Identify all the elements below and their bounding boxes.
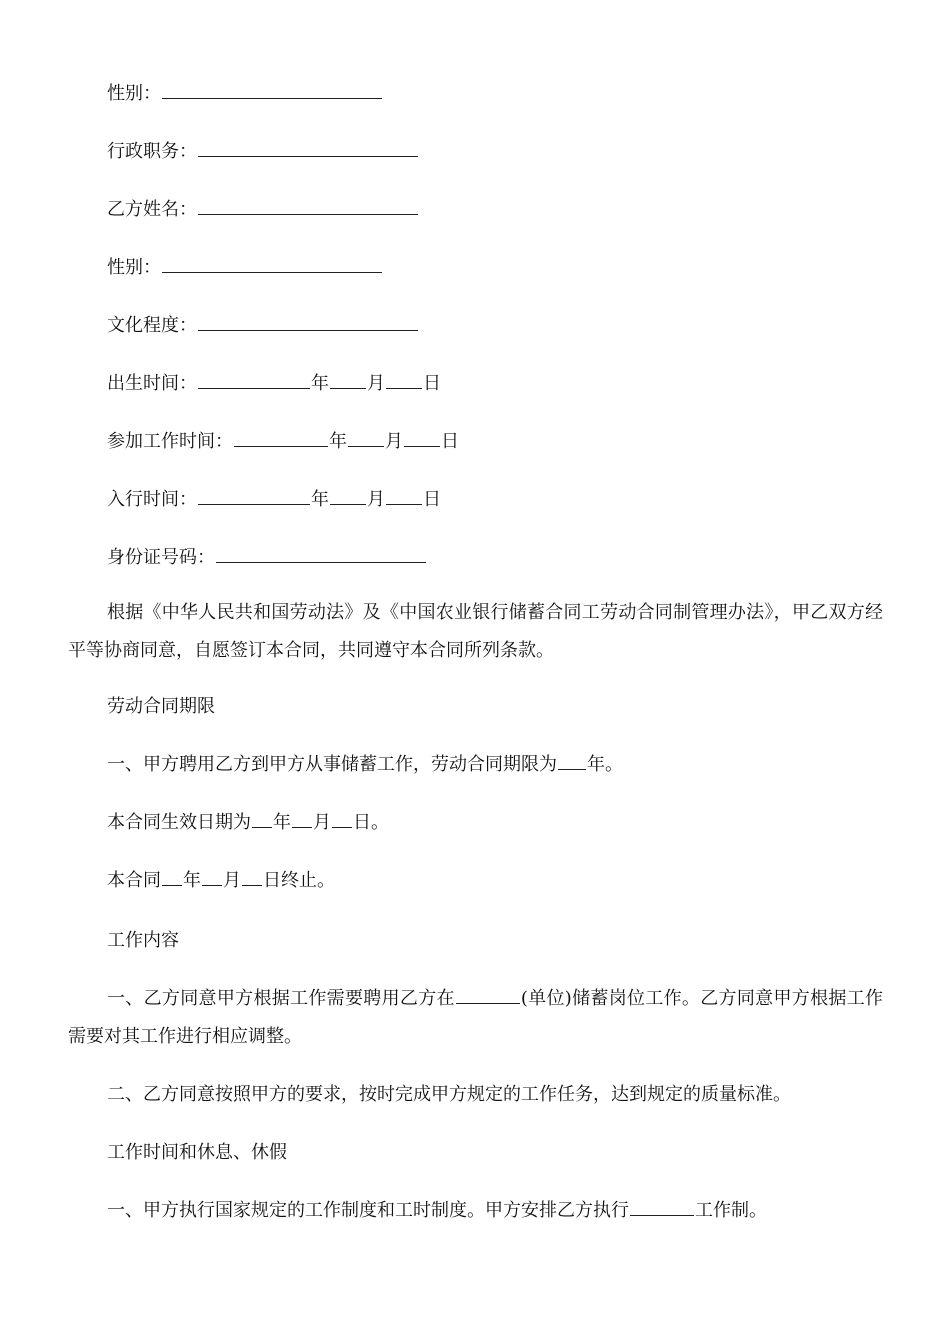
effective-day-blank[interactable] [332, 809, 352, 828]
term-p2-text-b: 年 [273, 812, 291, 833]
gender-label-1: 性别： [107, 83, 161, 104]
unit-blank[interactable] [456, 985, 520, 1004]
content-p1-text-a: 一、乙方同意甲方根据工作需要聘用乙方在 [107, 988, 455, 1009]
term-p2-text-d: 日。 [353, 812, 389, 833]
term-p3-text-a: 本合同 [107, 870, 161, 891]
term-years-blank[interactable] [558, 751, 586, 770]
birth-time-label: 出生时间： [107, 373, 197, 394]
term-p1-text-b: 年。 [587, 754, 623, 775]
end-month-blank[interactable] [202, 867, 222, 886]
term-p1-text-a: 一、甲方聘用乙方到甲方从事储蓄工作，劳动合同期限为 [107, 754, 557, 775]
party-b-name-label: 乙方姓名： [107, 199, 197, 220]
content-paragraph-2: 二、乙方同意按照甲方的要求，按时完成甲方规定的工作任务，达到规定的质量标准。 [107, 1084, 791, 1105]
admin-position-blank[interactable] [198, 138, 418, 157]
term-paragraph-1 [68, 746, 883, 784]
join-bank-year-blank[interactable] [198, 486, 310, 505]
join-bank-time-field [107, 486, 441, 512]
day-unit: 日 [423, 489, 441, 510]
id-number-blank[interactable] [216, 544, 426, 563]
day-unit: 日 [423, 373, 441, 394]
work-start-time-field [107, 428, 459, 454]
join-bank-day-blank[interactable] [386, 486, 422, 505]
term-p3-text-c: 月 [223, 870, 241, 891]
education-field [107, 312, 419, 338]
birth-day-blank[interactable] [386, 370, 422, 389]
id-number-label: 身份证号码： [107, 547, 215, 568]
section-title-hours: 工作时间和休息、休假 [107, 1142, 287, 1163]
intro-paragraph: 根据《中华人民共和国劳动法》及《中国农业银行储蓄合同工劳动合同制管理办法》，甲乙双方经平等协商同意，自愿签订本合同，共同遵守本合同所列条款。 [68, 602, 883, 661]
gender-blank-2[interactable] [162, 254, 382, 273]
work-start-time-label: 参加工作时间： [107, 431, 233, 452]
hours-p1-text-a: 一、甲方执行国家规定的工作制度和工时制度。甲方安排乙方执行 [107, 1200, 629, 1221]
education-blank[interactable] [198, 312, 418, 331]
admin-position-label: 行政职务： [107, 141, 197, 162]
day-unit: 日 [441, 431, 459, 452]
content-p1-text-b: (单位)储蓄岗位工作。乙方同意甲方根据工作需要对其工作进行相应调整。 [68, 988, 884, 1047]
birth-year-blank[interactable] [198, 370, 310, 389]
gender-blank-1[interactable] [162, 80, 382, 99]
id-number-field [107, 544, 427, 570]
section-title-term: 劳动合同期限 [107, 696, 215, 717]
term-p3-text-d: 日终止。 [263, 870, 335, 891]
work-start-day-blank[interactable] [404, 428, 440, 447]
hours-paragraph-1 [68, 1192, 883, 1230]
gender-field-1 [107, 80, 383, 106]
gender-field-2 [107, 254, 383, 280]
party-b-name-blank[interactable] [198, 196, 418, 215]
work-start-year-blank[interactable] [234, 428, 328, 447]
education-label: 文化程度： [107, 315, 197, 336]
effective-year-blank[interactable] [252, 809, 272, 828]
end-year-blank[interactable] [162, 867, 182, 886]
term-p2-text-a: 本合同生效日期为 [107, 812, 251, 833]
work-system-blank[interactable] [630, 1197, 694, 1216]
term-paragraph-3 [68, 862, 883, 900]
join-bank-time-label: 入行时间： [107, 489, 197, 510]
year-unit: 年 [311, 373, 329, 394]
year-unit: 年 [311, 489, 329, 510]
month-unit: 月 [385, 431, 403, 452]
birth-month-blank[interactable] [330, 370, 366, 389]
term-paragraph-2 [68, 804, 883, 842]
term-p2-text-c: 月 [313, 812, 331, 833]
month-unit: 月 [367, 489, 385, 510]
hours-p1-text-b: 工作制。 [695, 1200, 767, 1221]
month-unit: 月 [367, 373, 385, 394]
year-unit: 年 [329, 431, 347, 452]
work-start-month-blank[interactable] [348, 428, 384, 447]
effective-month-blank[interactable] [292, 809, 312, 828]
birth-time-field [107, 370, 441, 396]
gender-label-2: 性别： [107, 257, 161, 278]
content-paragraph-1 [68, 980, 883, 1056]
party-b-name-field [107, 196, 419, 222]
admin-position-field [107, 138, 419, 164]
term-p3-text-b: 年 [183, 870, 201, 891]
end-day-blank[interactable] [242, 867, 262, 886]
join-bank-month-blank[interactable] [330, 486, 366, 505]
section-title-work-content: 工作内容 [107, 930, 179, 951]
